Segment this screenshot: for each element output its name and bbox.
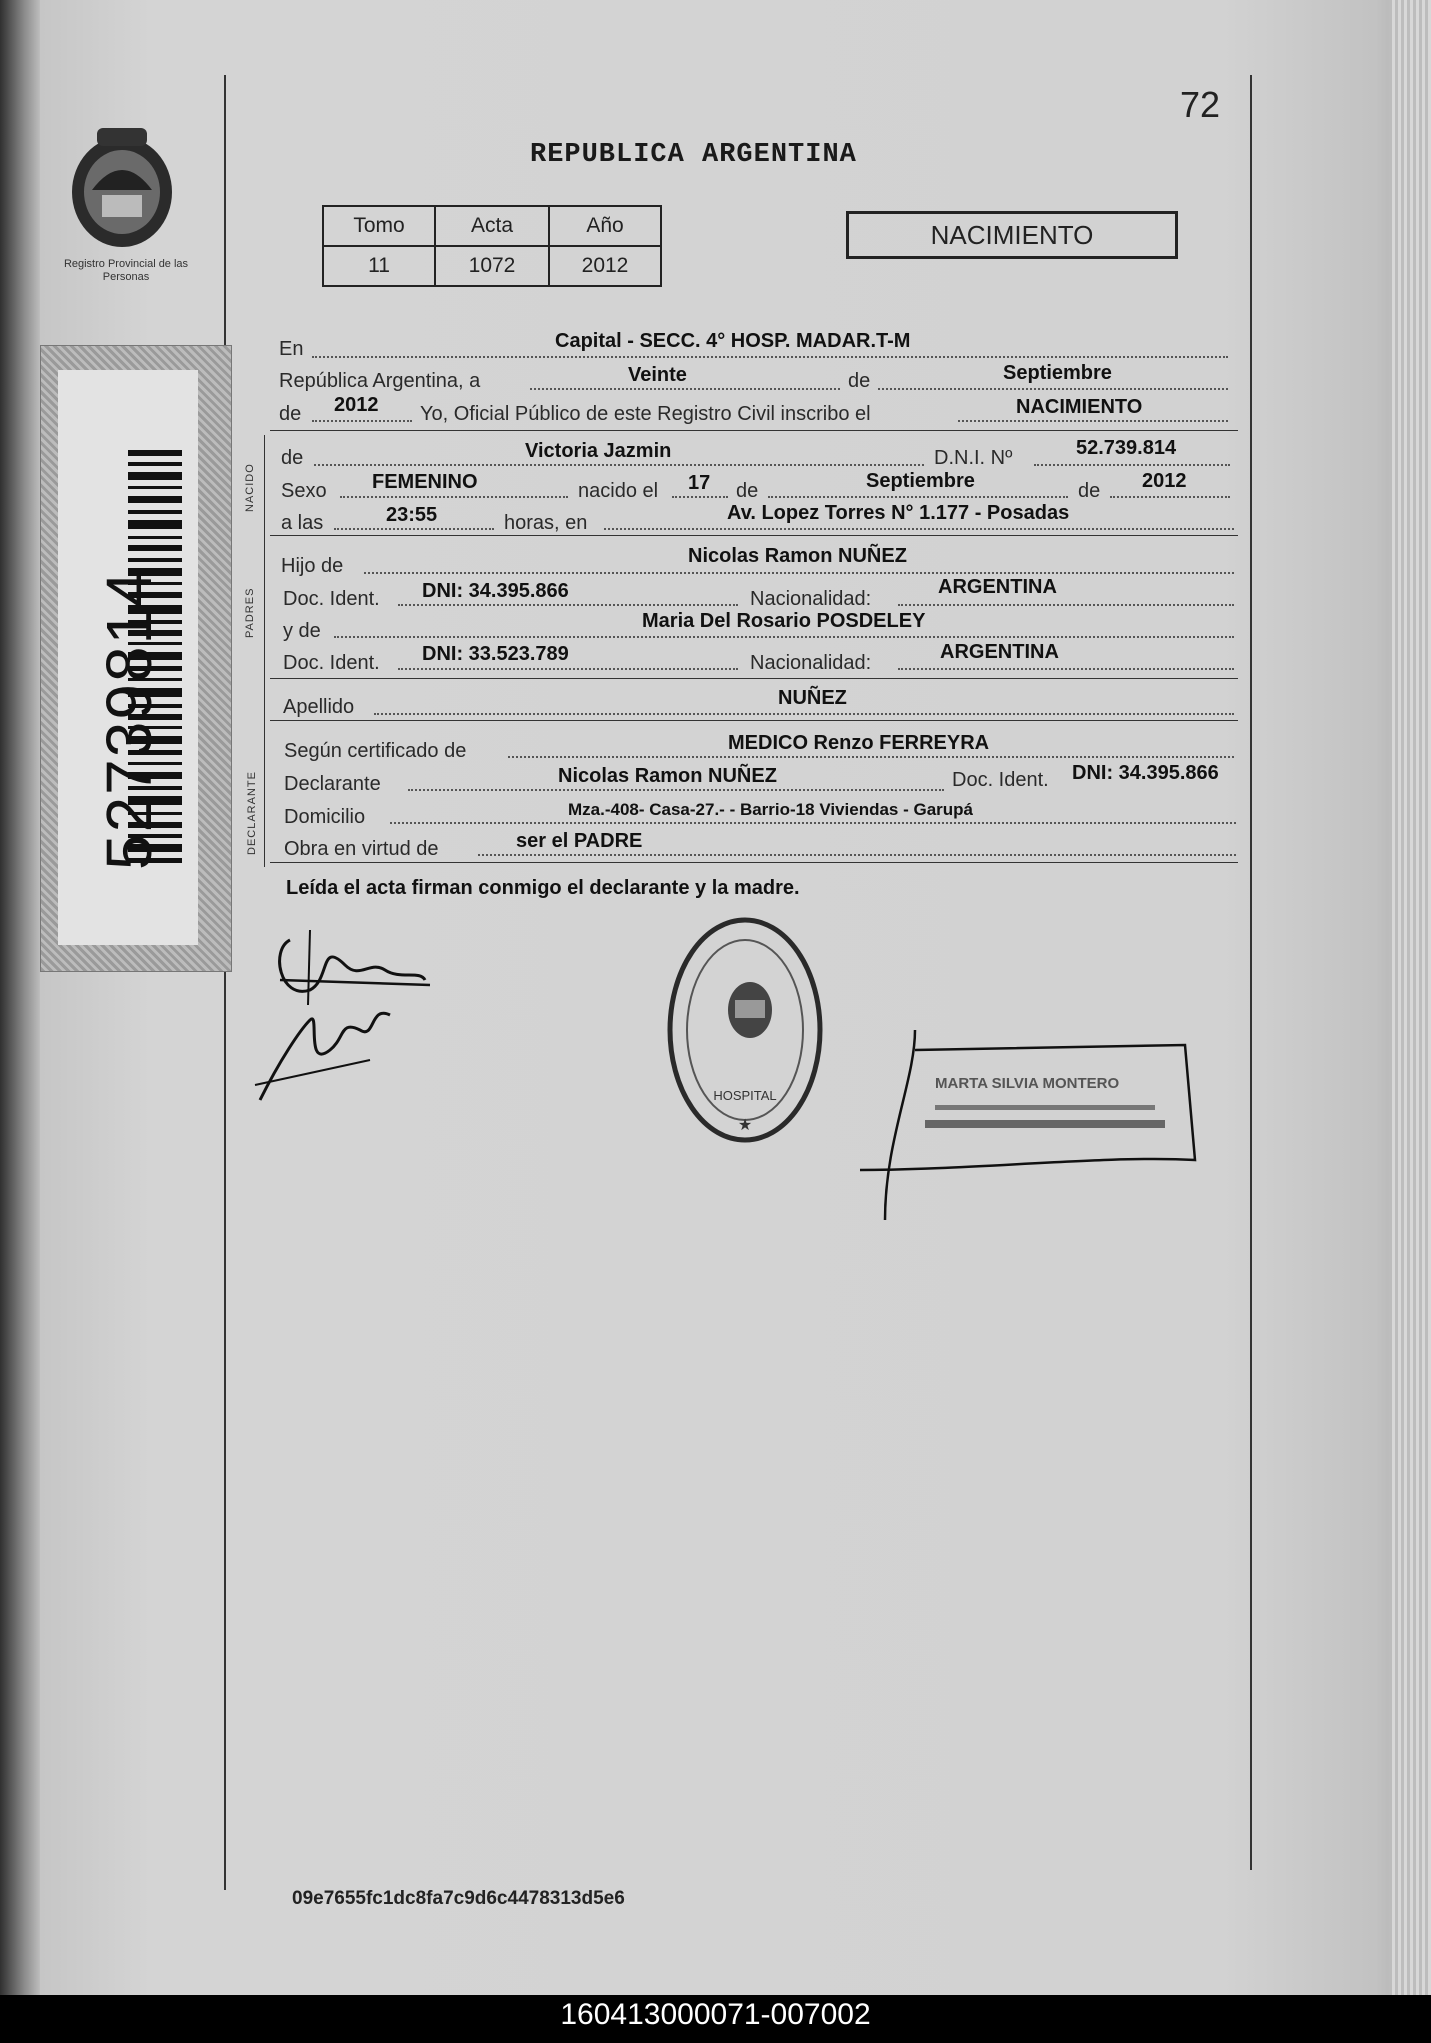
page-number: 72 bbox=[1180, 84, 1221, 125]
en-value: Capital - SECC. 4° HOSP. MADAR.T-M bbox=[555, 330, 911, 352]
hijo-de-label: Hijo de bbox=[281, 555, 344, 577]
en-line bbox=[312, 356, 1228, 358]
hora-value: 23:55 bbox=[386, 504, 438, 526]
republica-month: Septiembre bbox=[1003, 362, 1112, 384]
anio-value: 2012 bbox=[549, 246, 661, 286]
acta-type-box: NACIMIENTO bbox=[846, 211, 1178, 259]
en-label: En bbox=[279, 338, 304, 360]
dni-value: 52.739.814 bbox=[1076, 437, 1177, 459]
anio-de-label: de bbox=[279, 403, 302, 425]
obra-line bbox=[478, 854, 1236, 856]
doc-madre-line bbox=[398, 668, 738, 670]
svg-text:MARTA SILVIA MONTERO: MARTA SILVIA MONTERO bbox=[935, 1075, 1120, 1092]
nacido-de2-label: de bbox=[1078, 480, 1101, 502]
barcode-number: 52739814 bbox=[93, 569, 165, 870]
closing-statement: Leída el acta firman conmigo el declarante y la madre. bbox=[286, 877, 800, 899]
nacionalidad-madre-line bbox=[898, 668, 1234, 670]
y-de-line bbox=[334, 636, 1234, 638]
inscribo-line bbox=[958, 420, 1228, 422]
doc-padre-line bbox=[398, 604, 738, 606]
republica-day: Veinte bbox=[628, 364, 687, 386]
horas-en-label: horas, en bbox=[504, 512, 588, 534]
dni-line bbox=[1034, 464, 1230, 466]
declarante-label: Declarante bbox=[284, 773, 381, 795]
lugar-value: Av. Lopez Torres N° 1.177 - Posadas bbox=[727, 502, 1070, 524]
book-binding bbox=[0, 0, 40, 1995]
oficial-text: Yo, Oficial Público de este Registro Civil inscribo el bbox=[420, 403, 871, 425]
apellido-line bbox=[374, 713, 1234, 715]
frame-right-line bbox=[1250, 75, 1252, 1870]
obra-value: ser el PADRE bbox=[516, 830, 643, 852]
declarante-value: Nicolas Ramon NUÑEZ bbox=[558, 765, 777, 787]
hora-line bbox=[334, 528, 494, 530]
nacionalidad-padre-value: ARGENTINA bbox=[938, 576, 1057, 598]
nacido-day-line bbox=[672, 496, 728, 498]
domicilio-label: Domicilio bbox=[284, 806, 366, 828]
hijo-de-line bbox=[364, 572, 1234, 574]
rule bbox=[270, 862, 1238, 863]
officer-stamp bbox=[855, 1020, 1205, 1220]
obra-label: Obra en virtud de bbox=[284, 838, 439, 860]
nombre-line bbox=[314, 464, 924, 466]
lugar-line bbox=[604, 528, 1234, 530]
doc-padre-value: DNI: 34.395.866 bbox=[422, 580, 569, 602]
apellido-label: Apellido bbox=[283, 696, 355, 718]
footer-document-id: 160413000071-007002 bbox=[560, 1998, 871, 2031]
dni-label: D.N.I. Nº bbox=[934, 447, 1013, 469]
svg-text:HOSPITAL: HOSPITAL bbox=[713, 1088, 777, 1103]
inscribo-value: NACIMIENTO bbox=[1016, 396, 1143, 418]
hora-label: a las bbox=[281, 512, 324, 534]
country-title: REPUBLICA ARGENTINA bbox=[530, 140, 857, 170]
acta-header: Acta bbox=[435, 206, 549, 246]
nacido-el-label: nacido el bbox=[578, 480, 659, 502]
declarante-doc-value: DNI: 34.395.866 bbox=[1072, 762, 1219, 784]
nacido-day: 17 bbox=[688, 472, 711, 494]
certificado-label: Según certificado de bbox=[284, 740, 467, 762]
registry-seal bbox=[645, 900, 860, 1150]
coat-of-arms-logo bbox=[62, 120, 182, 255]
nacionalidad-madre-value: ARGENTINA bbox=[940, 641, 1059, 663]
page-stack-edge bbox=[1389, 0, 1431, 1995]
anio-line bbox=[312, 420, 412, 422]
rule bbox=[270, 720, 1238, 721]
tomo-value: 11 bbox=[323, 246, 435, 286]
nombre-value: Victoria Jazmin bbox=[525, 440, 672, 462]
nacionalidad-padre-label: Nacionalidad: bbox=[750, 588, 872, 610]
madre-nombre: Maria Del Rosario POSDELEY bbox=[642, 610, 926, 632]
inscripcion-year: 2012 bbox=[334, 394, 379, 416]
doc-padre-label: Doc. Ident. bbox=[283, 588, 380, 610]
nacido-month-line bbox=[768, 496, 1068, 498]
doc-madre-label: Doc. Ident. bbox=[283, 652, 380, 674]
rule bbox=[270, 678, 1238, 679]
domicilio-line bbox=[390, 822, 1236, 824]
nombre-label: de bbox=[281, 447, 304, 469]
declarante-doc-label: Doc. Ident. bbox=[952, 769, 1049, 791]
padre-nombre: Nicolas Ramon NUÑEZ bbox=[688, 545, 907, 567]
republica-month-line bbox=[878, 388, 1228, 390]
nacido-year: 2012 bbox=[1142, 470, 1187, 492]
declarante-line bbox=[408, 789, 944, 791]
anio-header: Año bbox=[549, 206, 661, 246]
registro-provincial-label: Registro Provincial de las Personas bbox=[63, 258, 189, 283]
acta-value: 1072 bbox=[435, 246, 549, 286]
republica-de-label: de bbox=[848, 370, 871, 392]
republica-line bbox=[530, 388, 840, 390]
tomo-header: Tomo bbox=[323, 206, 435, 246]
y-de-label: y de bbox=[283, 620, 321, 642]
sexo-line bbox=[340, 496, 568, 498]
certificado-line bbox=[508, 756, 1234, 758]
signature-declarante bbox=[250, 910, 440, 1110]
republica-label: República Argentina, a bbox=[279, 370, 481, 392]
sexo-label: Sexo bbox=[281, 480, 327, 502]
svg-text:★: ★ bbox=[737, 1117, 753, 1134]
nacido-de-label: de bbox=[736, 480, 759, 502]
nacionalidad-padre-line bbox=[898, 604, 1234, 606]
apellido-value: NUÑEZ bbox=[778, 687, 847, 709]
nacionalidad-madre-label: Nacionalidad: bbox=[750, 652, 872, 674]
record-table bbox=[322, 205, 662, 287]
rule bbox=[270, 535, 1238, 536]
sexo-value: FEMENINO bbox=[372, 471, 478, 493]
certificado-value: MEDICO Renzo FERREYRA bbox=[728, 732, 990, 754]
section-label-nacido: NACIDO bbox=[244, 463, 256, 512]
rule bbox=[270, 430, 1238, 431]
nacido-year-line bbox=[1110, 496, 1230, 498]
document-hash: 09e7655fc1dc8fa7c9d6c4478313d5e6 bbox=[292, 1888, 625, 1909]
section-label-padres: PADRES bbox=[244, 587, 256, 638]
section-divider bbox=[264, 435, 265, 867]
domicilio-value: Mza.-408- Casa-27.- - Barrio-18 Viviendas - Garupá bbox=[568, 800, 974, 819]
section-label-declarante: DECLARANTE bbox=[246, 771, 258, 855]
doc-madre-value: DNI: 33.523.789 bbox=[422, 643, 569, 665]
nacido-month: Septiembre bbox=[866, 470, 975, 492]
